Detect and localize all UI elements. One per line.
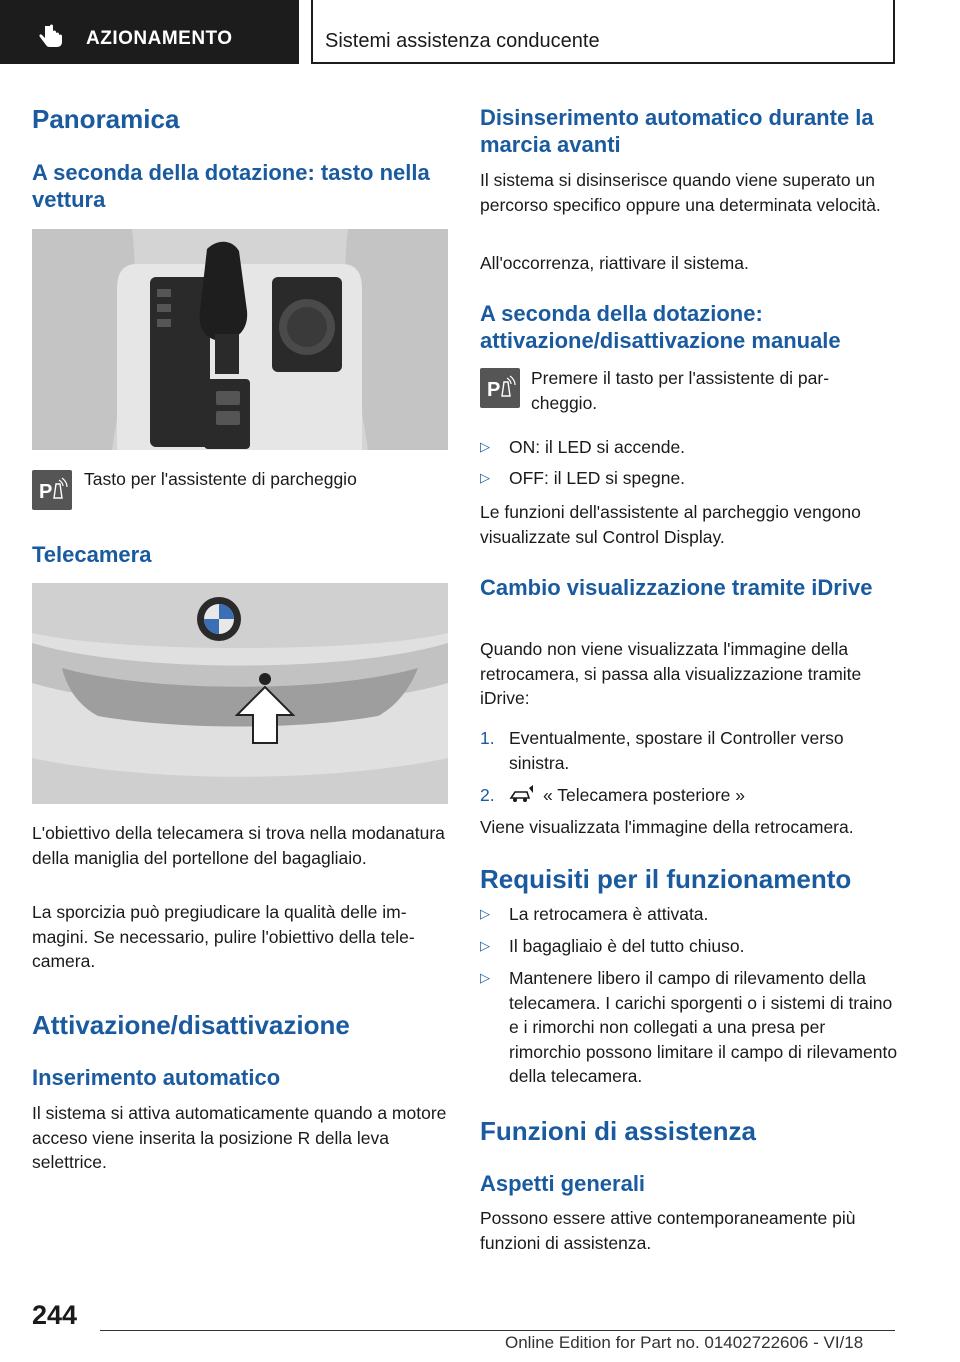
- rear-camera-image: [32, 583, 448, 804]
- heading-funzioni-assistenza: Funzioni di assistenza: [480, 1116, 756, 1146]
- paragraph-funzioni: Le funzioni dell'assistente al parcheggio vengono visualizzate sul Control Display.: [480, 502, 861, 547]
- heading-attivazione: Attivazione/disattivazione: [32, 1010, 350, 1040]
- paragraph-inserimento: Il sistema si attiva automaticamente quando a motore acceso viene inserita la posizione R della leva selettrice.: [32, 1103, 447, 1172]
- heading-inserimento: Inserimento automatico: [32, 1065, 281, 1090]
- header-underline: [311, 62, 895, 64]
- footer-divider: [100, 1330, 895, 1331]
- caption-parking-button: Tasto per l'assistente di parcheggio: [84, 469, 357, 489]
- heading-aspetti: Aspetti generali: [480, 1171, 646, 1196]
- paragraph-disinserimento: Il sistema si disinserisce quando viene superato un percorso specifico oppure una determinata velocità.: [480, 170, 881, 215]
- paragraph-cambio: Quando non viene visualizzata l'immagine della retrocamera, si passa alla visualizzazione tramite iDrive:: [480, 639, 862, 708]
- chapter-title: Sistemi assistenza conducente: [325, 30, 600, 52]
- edition-note: Online Edition for Part no. 01402722606 - VI/18: [505, 1333, 864, 1352]
- heading-cambio: Cambio visualizzazione tramite iDrive: [480, 575, 873, 600]
- page-number: 244: [32, 1300, 78, 1330]
- svg-text:P: P: [487, 379, 501, 401]
- section-tab: [0, 0, 299, 64]
- parking-assistant-icon: [32, 470, 72, 510]
- header-divider: [893, 0, 895, 64]
- triangle-bullet-icon: ▷: [480, 938, 490, 953]
- center-console-image: [32, 229, 448, 450]
- rear-camera-illustration: [32, 583, 448, 804]
- paragraph-riattivare: All'occorrenza, riattivare il sistema.: [480, 253, 749, 273]
- heading-telecamera: Telecamera: [32, 542, 152, 567]
- heading-requisiti: Requisiti per il funzionamento: [480, 864, 852, 894]
- triangle-bullet-icon: ▷: [480, 906, 490, 921]
- page-header: [0, 0, 960, 66]
- heading-tasto: A seconda della dotazione: tasto nella vettura: [32, 160, 430, 212]
- center-console-illustration: [32, 229, 448, 450]
- triangle-bullet-icon: ▷: [480, 439, 490, 454]
- paragraph-aspetti: Possono essere attive contemporaneamente più funzioni di assistenza.: [480, 1208, 856, 1253]
- paragraph-obiettivo: L'obiettivo della telecamera si trova nella modanatura della maniglia del portellone del bagagliaio.: [32, 823, 445, 868]
- triangle-bullet-icon: ▷: [480, 470, 490, 485]
- header-divider: [311, 0, 313, 64]
- section-title: AZIONAMENTO: [86, 28, 233, 49]
- svg-text:P: P: [39, 481, 53, 503]
- paragraph-viene: Viene visualizzata l'immagine della retrocamera.: [480, 817, 854, 837]
- paragraph-sporcizia: La sporcizia può pregiudicare la qualità delle immagini. Se necessario, pulire l'obiettivo della telecamera.: [32, 902, 415, 971]
- rear-camera-icon: [509, 784, 537, 804]
- triangle-bullet-icon: ▷: [480, 970, 490, 985]
- heading-disinserimento: Disinserimento automatico durante la marcia avanti: [480, 105, 874, 157]
- parking-assistant-icon: [480, 368, 520, 408]
- heading-panoramica: Panoramica: [32, 104, 180, 134]
- hand-pointer-icon: [36, 24, 66, 50]
- paragraph-premere: Premere il tasto per l'assistente di parcheggio.: [531, 368, 830, 413]
- heading-manuale: A seconda della dotazione: attivazione/disattivazione manuale: [480, 301, 841, 353]
